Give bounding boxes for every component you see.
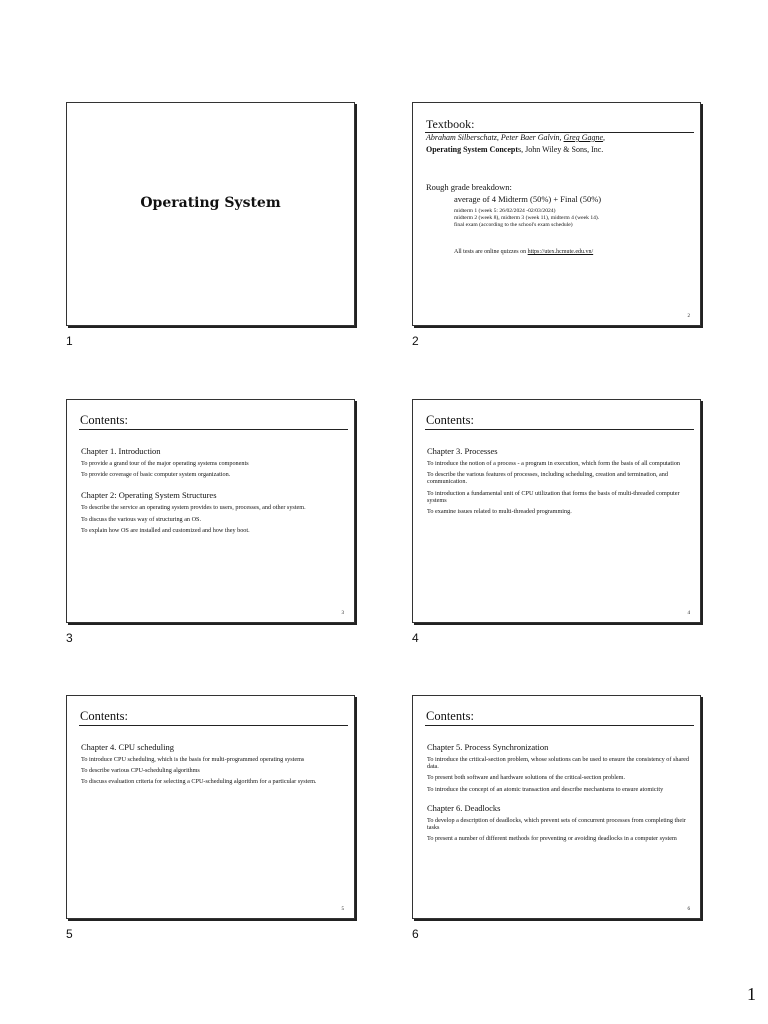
bullet-text: To introduce the critical-section problem, whose solutions can be used to ensure the consistency of shared data. bbox=[427, 756, 690, 771]
slide-5 bbox=[66, 695, 355, 919]
grade-line: final exam (according to the school's exam schedule) bbox=[454, 222, 573, 228]
bullet-text: To introduce the notion of a process - a program in execution, which form the basis of all computation bbox=[427, 460, 681, 467]
bullet-text: To discuss evaluation criteria for selecting a CPU-scheduling algorithm for a particular system. bbox=[81, 778, 317, 786]
bullet-text: To develop a description of deadlocks, which prevent sets of concurrent processes from completing their tasks bbox=[427, 816, 686, 832]
slide-label: 3 bbox=[66, 631, 73, 645]
grade-heading: Rough grade breakdown: bbox=[426, 182, 512, 192]
slide-number: 6 bbox=[687, 907, 690, 912]
slide-label: 5 bbox=[66, 927, 73, 941]
bullet-text: To describe the various features of processes, including scheduling, creation and termination, and communication. bbox=[427, 471, 668, 486]
chapter-title: Chapter 3. Processes bbox=[427, 446, 498, 456]
grade-line: midterm 1 (week 5: 26/02/2024 -02/03/2024) bbox=[454, 208, 556, 214]
slide-2 bbox=[412, 102, 701, 326]
chapter-title: Chapter 5. Process Synchronization bbox=[427, 742, 549, 752]
slide-title: Operating System bbox=[140, 195, 281, 211]
slide-label: 4 bbox=[412, 631, 419, 645]
grade-line: midterm 2 (week 8), midterm 3 (week 11), midterm 4 (week 14). bbox=[454, 215, 600, 221]
heading-rule bbox=[425, 429, 694, 430]
bullet-text: To describe various CPU-scheduling algorithms bbox=[81, 767, 200, 775]
bullet-text: To examine issues related to multi-threaded programming. bbox=[427, 508, 572, 516]
textbook-authors: Abraham Silberschatz, Peter Baer Galvin, Greg Gagne, bbox=[426, 133, 606, 142]
slide-heading: Contents: bbox=[80, 413, 128, 427]
bullet-text: To describe the service an operating system provides to users, processes, and other system. bbox=[81, 504, 306, 512]
slide-4 bbox=[412, 399, 701, 623]
slide-label: 1 bbox=[66, 334, 73, 348]
bullet-text: To explain how OS are installed and customized and how they boot. bbox=[81, 526, 250, 534]
slide-number: 4 bbox=[687, 611, 690, 616]
slide-6 bbox=[412, 695, 701, 919]
bullet-text: To provide coverage of basic computer system organization. bbox=[81, 471, 231, 479]
slide-heading: Contents: bbox=[426, 413, 474, 427]
page-number: 1 bbox=[747, 984, 756, 1004]
grade-details bbox=[454, 208, 694, 229]
slide-label: 6 bbox=[412, 927, 419, 941]
slide-body bbox=[427, 742, 690, 846]
bullet-text: To provide a grand tour of the major operating systems components bbox=[81, 460, 249, 467]
slide-1 bbox=[66, 102, 355, 326]
tests-note: All tests are online quizzes on https://utex.hcmute.edu.vn/ bbox=[454, 249, 594, 255]
slide-body bbox=[427, 446, 690, 519]
chapter-title: Chapter 1. Introduction bbox=[81, 446, 161, 456]
bullet-text: To introduction a fundamental unit of CPU utilization that forms the basis of multi-threaded computer systems bbox=[427, 489, 680, 504]
bullet-text: To introduce the concept of an atomic transaction and describe mechanisms to ensure atomicity bbox=[427, 785, 664, 793]
chapter-title: Chapter 4. CPU scheduling bbox=[81, 742, 175, 752]
bullet-text: To introduce CPU scheduling, which is the basis for multi-programmed operating systems bbox=[81, 756, 305, 763]
quiz-link[interactable]: https://utex.hcmute.edu.vn/ bbox=[527, 249, 594, 255]
slide-number: 2 bbox=[687, 314, 690, 319]
bullet-text: To present both software and hardware solutions of the critical-section problem. bbox=[427, 774, 626, 782]
bullet-text: To discuss the various way of structuring an OS. bbox=[81, 515, 202, 523]
chapter-title: Chapter 2: Operating System Structures bbox=[81, 490, 217, 501]
textbook-title: Operating System Concepts, John Wiley & Sons, Inc. bbox=[426, 145, 604, 154]
grade-main: average of 4 Midterm (50%) + Final (50%) bbox=[454, 194, 602, 204]
chapter-title: Chapter 6. Deadlocks bbox=[427, 802, 501, 813]
heading-rule bbox=[79, 429, 348, 430]
slide-body bbox=[81, 742, 344, 790]
slide-3 bbox=[66, 399, 355, 623]
slide-number: 3 bbox=[341, 611, 344, 616]
slide-heading: Contents: bbox=[426, 709, 474, 723]
slide-heading: Contents: bbox=[80, 709, 128, 723]
bullet-text: To present a number of different methods for preventing or avoiding deadlocks in a computer system bbox=[427, 835, 677, 843]
slide-body bbox=[81, 446, 344, 538]
slide-number: 5 bbox=[341, 907, 344, 912]
heading-rule bbox=[79, 725, 348, 726]
slide-heading: Textbook: bbox=[426, 117, 475, 131]
heading-rule bbox=[425, 725, 694, 726]
slide-label: 2 bbox=[412, 334, 419, 348]
